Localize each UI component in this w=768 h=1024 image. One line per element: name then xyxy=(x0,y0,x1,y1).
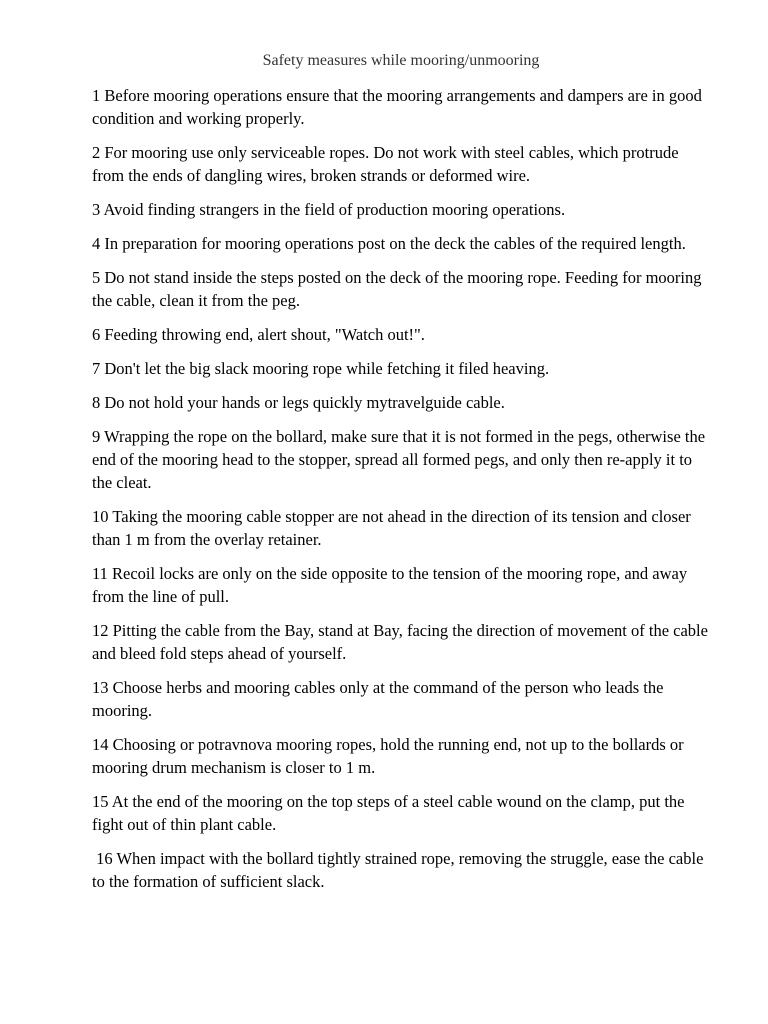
safety-measure-1: 1 Before mooring operations ensure that the mooring arrangements and dampers are in good condition and working properly. xyxy=(92,86,706,128)
safety-measure-2: 2 For mooring use only serviceable ropes. Do not work with steel cables, which protrude from the ends of dangling wires, broken strands or deformed wire. xyxy=(92,143,683,185)
safety-measure-3: 3 Avoid finding strangers in the field of production mooring operations. xyxy=(92,200,566,219)
safety-measure-11: 11 Recoil locks are only on the side opposite to the tension of the mooring rope, and away from the line of pull. xyxy=(92,564,692,606)
safety-measures-list xyxy=(92,84,713,893)
safety-measure-5: 5 Do not stand inside the steps posted on the deck of the mooring rope. Feeding for mooring the cable, clean it from the peg. xyxy=(92,268,706,310)
safety-measure-10: 10 Taking the mooring cable stopper are not ahead in the direction of its tension and closer than 1 m from the overlay retainer. xyxy=(92,507,695,549)
safety-measure-14: 14 Choosing or potravnova mooring ropes, hold the running end, not up to the bollards or mooring drum mechanism is closer to 1 m. xyxy=(92,735,688,777)
safety-measure-12: 12 Pitting the cable from the Bay, stand at Bay, facing the direction of movement of the cable and bleed fold steps ahead of yourself. xyxy=(92,621,713,663)
safety-measure-9: 9 Wrapping the rope on the bollard, make sure that it is not formed in the pegs, otherwise the end of the mooring head to the stopper, spread all formed pegs, and only then re-apply it to the cleat. xyxy=(92,427,710,492)
safety-measure-6: 6 Feeding throwing end, alert shout, "Watch out!". xyxy=(92,325,425,344)
safety-measure-16: 16 When impact with the bollard tightly strained rope, removing the struggle, ease the cable to the formation of sufficient slack. xyxy=(92,849,708,891)
safety-measure-13: 13 Choose herbs and mooring cables only at the command of the person who leads the mooring. xyxy=(92,678,668,720)
safety-measure-15: 15 At the end of the mooring on the top steps of a steel cable wound on the clamp, put the fight out of thin plant cable. xyxy=(92,792,689,834)
safety-measure-7: 7 Don't let the big slack mooring rope while fetching it filed heaving. xyxy=(92,359,550,378)
document-page xyxy=(92,50,713,904)
safety-measure-8: 8 Do not hold your hands or legs quickly mytravelguide cable. xyxy=(92,393,505,412)
document-title: Safety measures while mooring/unmooring xyxy=(262,52,540,69)
safety-measure-4: 4 In preparation for mooring operations post on the deck the cables of the required length. xyxy=(92,234,686,253)
